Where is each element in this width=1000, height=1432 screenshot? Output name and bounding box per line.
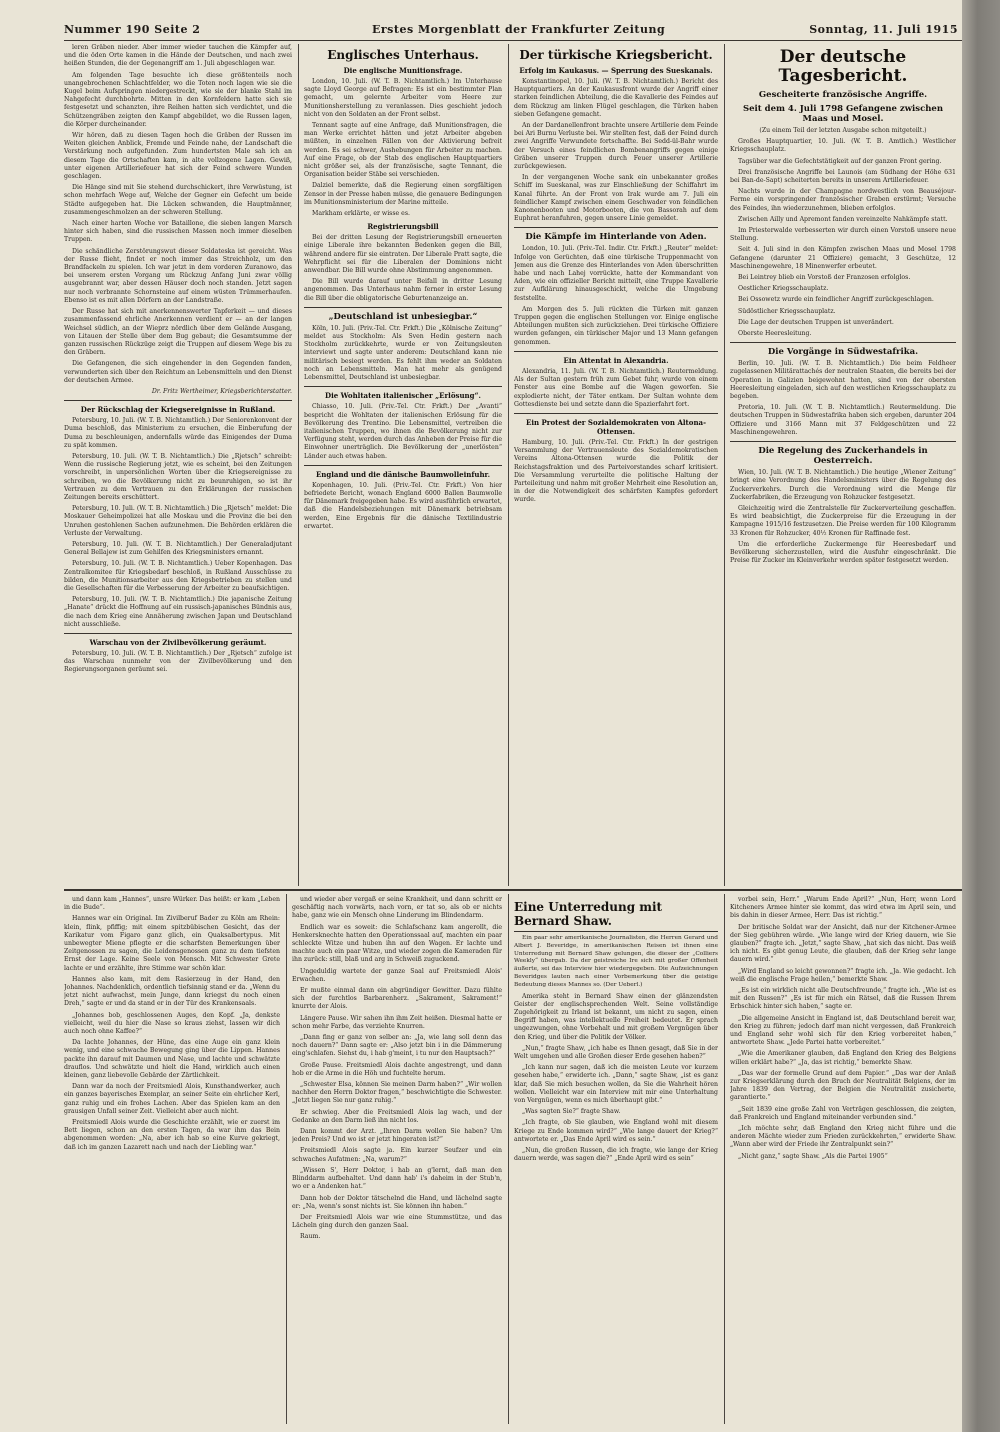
author-signature: Dr. Fritz Wertheimer, Kriegsberichterstatter.	[151, 387, 292, 395]
headline-aden: Die Kämpfe im Hinterlande von Aden.	[525, 232, 707, 243]
paragraph: Seit 4. Juli sind in den Kämpfen zwischen Maas und Mosel 1798 Gefangene (darunter 21 Offiziere) gemacht, 3 Geschütze, 12 Maschinengewehre, 18 Minenwerfer erbeutet.	[730, 246, 956, 270]
masthead-date: Sonntag, 11. Juli 1915	[809, 23, 958, 36]
feuilleton-part-2	[292, 896, 502, 1242]
paragraph: Die Gefangenen, die sich eingehender in den Gegenden fanden, verwunderten sich über den Reichtum an Lebensmitteln und den Dienst der deutschen Armee.	[64, 360, 292, 384]
headline-england-cotton: England und die dänische Baumwolleinfuhr.	[315, 469, 491, 479]
article-war-report	[64, 44, 292, 385]
article-warsaw	[64, 650, 292, 675]
article-shaw-continued	[730, 896, 956, 1161]
paragraph: „Ich fragte, ob Sie glauben, wie England wohl mit diesem Kriege zu Ende kommen wird?“ „Wie lange dauert der Krieg?“ antwortete er. „Das Ende April wird es sein.“	[514, 1119, 718, 1143]
paragraph: Bei Ossowetz wurde ein feindlicher Angriff zurückgeschlagen.	[738, 296, 934, 304]
paragraph: „Wie die Amerikaner glauben, daß England den Krieg des Belgiens willen erklärt habe?“ „Ja, das ist richtig,“ bemerkte Shaw.	[730, 1050, 956, 1066]
paragraph: „Ich möchte sehr, daß England den Krieg nicht führe und die anderen Mächte wieder zum Frieden zurückkehrten,“ erwiderte Shaw. „Wann aber wird der Friede ihr Zentralpunkt sein?“	[730, 1125, 956, 1149]
paragraph: „Dann fing er ganz von selber an: „Ja, wie lang soll denn das noch dauern?“ Dann sagte er: „Also jetzt bin i in die Dämmerung eing'schlafen. Siehst du, i hab g'meint, i tu nur den Hauptsach?“	[292, 1034, 502, 1058]
paragraph: Drei französische Angriffe bei Launois (am Südhang der Höhe 631 bei Ban-de-Sapt) scheiterten bereits in unserem Artilleriefeuer.	[730, 168, 956, 185]
article-southwest-africa	[730, 360, 956, 437]
column-rule	[508, 894, 509, 1424]
masthead	[64, 20, 962, 41]
paragraph: Hannes war ein Original. Im Zivilberuf Bader zu Köln am Rhein: klein, flink, pfiffig; mit einem spitzbübischen Gesicht, das der Karikatur vom Figaro ganz glich, ein Quaksalbertypus. Mit unbewegter Miene pflegte er die scharfsten Bemerkungen über Zeitgenossen zu sagen, die Leidensgenossen ganz zu dem tiefsten Ernst der Lage. Keine Seele von Mensch. Mit Schwester Grete lachte er und erzählte, ihre Stimme war schön klar.	[64, 915, 280, 972]
paragraph: Wir hören, daß zu diesen Tagen hoch die Gräben der Russen im Weiten gleichen Anblick, Fremde und Feinde nahe, der Landschaft die Verstärkung noch aufgefunden. Zum hundertsten Male sah ich an diesem Tage die Ortschaften kam, in alte vollzogene Lagen. Gewiß, unter eigenen Artilleriefeuer hat sich der Feind schwere Wunden geschlagen.	[64, 132, 292, 181]
paragraph: leren Gräben nieder. Aber immer wieder tauchen die Kämpfer auf, und die öden Orte kamen in die Hände der Deutschen, und nach zwei heißen Stunden, die der Gegenangriff am 1. Juli abgeschlagen war.	[64, 44, 292, 68]
paragraph: London, 10. Juli. (W. T. B. Nichtamtlich.) Im Unterhause sagte Lloyd George auf Befragen: Es ist ein bestimmter Plan gemacht, um gelernte Arbeiter vom Heere zur Munitionsherstellung zu veranlassen. Dies geschieht jedoch nicht von den Soldaten an der Front selbst.	[304, 78, 502, 118]
paragraph: Die Lage der deutschen Truppen ist unverändert.	[738, 318, 894, 326]
paragraph: Oestlicher Kriegsschauplatz.	[738, 285, 829, 293]
headline-english-parliament: Englisches Unterhaus.	[327, 48, 479, 62]
paragraph: Petersburg, 10. Juli. (W. T. B. Nichtamtlich.) Die „Rjetsch“ meldet: Die Moskauer Geheimpolizei hat alle Moskau und die Provinz die bei den Unruhen gestohlenen Sachen aufzunehmen. Die Behörden erklären die Verluste der Verwaltung.	[64, 505, 292, 537]
paragraph: Amerika steht in Bernard Shaw einen der glänzendsten Geister der englischsprechenden Welt. Seine vollständige Zugehörigkeit zu Irland ist bekannt, um nicht zu sagen, einen Begriff haben, was intellektuelle Freiheit bedeutet. Er sprach ungezwungen, ohne Vorbehalt und mit großem Vergnügen über den Krieg, und über die Politik der Völker.	[514, 992, 718, 1041]
paragraph: Am Morgen des 5. Juli rückten die Türken mit ganzen Truppen gegen die englischen Stellungen vor. Einige englische Abteilungen mußten sich zurückziehen. Drei türkische Offiziere wurden gefangen, ein türkischer Major und 13 Mann gefangen genommen.	[514, 305, 718, 346]
edition-note: (Zu einem Teil der letzten Ausgabe schon mitgeteilt.)	[759, 127, 927, 134]
paragraph: Freitsmiedl Alois wurde die Geschichte erzählt, wie er zuerst im Bett liegen, schon an den ersten Tagen, da war ihm das Bein abgenommen worden: „Na, aber ich hab so eine Kurve gekriegt, daß ich im ganzen Lazarett nach und nach der Liebling war.“	[64, 1119, 280, 1151]
paragraph: Bei Leintrey blieb ein Vorstoß der Franzosen erfolglos.	[738, 274, 911, 282]
headline-sugar-trade: Die Regelung des Zuckerhandels in Oesterreich.	[758, 446, 928, 467]
paragraph: „Schwester Elsa, können Sie meinen Darm haben?“ „Wir wollen nachher den Herrn Doktor fragen,“ beschwichtigte die Schwester. „Jetzt liegen Sie nur ganz ruhig.“	[292, 1081, 502, 1105]
paragraph: Tennant sagte auf eine Anfrage, daß Munitionsfragen, die man Werke errichtet hätten und jetzt Arbeiter abgeben müßten, in einzelnen Fällen von der Aktivierung befreit werden. Es sei schwer, Aushebungen für Arbeiter zu machen. Auf eine Frage, ob der Stab des englischen Hauptquartiers nicht größer sei, als der französische, sagte Tennant, die Organisation beider Stäbe sei verschieden.	[304, 122, 502, 179]
paragraph: An der Dardanellenfront brachte unsere Artillerie dem Feinde bei Ari Burnu Verluste bei. Wir stellten fest, daß der Feind durch zwei Angriffe Verwundete fortschaffte. Bei Sedd-ül-Bahr wurde der Versuch eines feindlichen Bombenangriffs gegen einige Gräben unserer Truppen durch Feuer unserer Artillerie zurückgewiesen.	[514, 122, 718, 171]
paragraph: „Das war der formelle Grund auf dem Papier.“ „Das war der Anlaß zur Kriegserklärung durch den Bruch der Neutralität Belgiens, der im Jahre 1839 den Vertrag, der Belgien die Neutralität zusicherte, garantierte.“	[730, 1069, 956, 1102]
headline-prisoners: Seit dem 4. Juli 1798 Gefangene zwischen Maas und Mosel.	[742, 104, 944, 124]
paragraph: Berlin, 10. Juli. (W. T. B. Nichtamtlich.) Die beim Feldheer zugelassenen Militärattachés der neutralen Staaten, die bereits bei der Operation in Galizien beigewohnt hatten, sind von der obersten Heeresleitung eingeladen, sich auf den westlichen Kriegsschauplatz zu begeben.	[730, 360, 956, 401]
paragraph: Er mußte einmal dann ein abgründiger Gewitter. Dazu fühlte sich der furchtlos Barbarenherz. „Sakrament, Sakrament!“ knurrte der Alois.	[292, 987, 502, 1011]
paragraph: Konstantinopel, 10. Juli. (W. T. B. Nichtamtlich.) Bericht des Hauptquartiers. An der Kaukasusfront wurde der Angriff einer starken feindlichen Abteilung, die die Kavallerie des Feindes auf dem Rückzug am linken Flügel geschlagen, die Türken haben sieben Gefangene gemacht.	[514, 78, 718, 118]
paragraph: „Wird England so leicht gewonnen?“ fragte ich. „Ja. Wie gedacht. Ich weiß die englische Frage heilen,“ bemerkte Shaw.	[730, 967, 956, 983]
paragraph: Tagsüber war die Gefechtstätigkeit auf der ganzen Front gering.	[738, 157, 942, 165]
subheadline-caucasus: Erfolg im Kaukasus. — Sperrung des Sueskanals.	[519, 66, 713, 75]
feuilleton-part-1	[64, 896, 280, 1152]
subheadline-french-attacks: Gescheiterte französische Angriffe.	[758, 90, 928, 100]
column-1	[64, 44, 292, 886]
paragraph: „Ich kann nur sagen, daß ich die meisten Leute vor kurzem gesehen habe,“ erwiderte ich. „Dann,“ sagte Shaw, „ist es ganz klar, daß Sie mich besuchen wollen, da Sie die Wahrheit hören wollen. Vielleicht war ein Interview mit mir eine Unterhaltung von Vergnügen, wenn es mich überhaupt gibt.“	[514, 1064, 718, 1105]
column-rule	[286, 894, 287, 1424]
paragraph: Raum.	[300, 1233, 321, 1241]
paragraph: „Johannes bob, geschlossenen Auges, den Kopf. „Ja, denkste vielleicht, weil du hier die Nase so kraus ziehst, lassen wir dich auch noch ohne Kaffee?“	[64, 1011, 280, 1036]
paragraph: Er schwieg. Aber die Freitsmiedl Alois lag wach, und der Gedanke an den Darm ließ ihn nicht los.	[292, 1108, 502, 1124]
article-social-democrats	[514, 439, 718, 505]
paragraph: Der Freitsmiedl Alois war wie eine Stummstütze, und das Lächeln ging durch den ganzen Saal.	[292, 1213, 502, 1230]
headline-social-democrats: Ein Protest der Sozialdemokraten von Altona-Ottensen.	[526, 417, 706, 436]
headline-registration: Registrierungsbill	[367, 222, 439, 232]
article-italian-redemption	[304, 403, 502, 460]
paragraph: Um die erforderliche Zuckermenge für Heeresbedarf und Bevölkerung sicherzustellen, wird die Ausfuhr eingeschränkt. Die Preise für Zucker im Kleinverkehr werden später festgesetzt werden.	[730, 540, 956, 565]
paragraph: Längere Pause. Wir sahen ihn ihm Zeit heißen. Diesmal hatte er schon mehr Farbe, das verziehte Knurren.	[292, 1014, 502, 1030]
paragraph: Dann war da noch der Freitsmiedl Alois, Kunsthandwerker, auch ein ganzes bayerisches Exemplar, an seiner Seite ein ehrlicher Kerl, ganz ruhig und ein frohes Lachen. Aber das Spielen kam an den grausigen Unfall seiner Zeit. Vielleicht aber auch nicht.	[64, 1083, 280, 1115]
headline-german-daily-report: Der deutsche Tagesbericht.	[778, 47, 908, 86]
article-parliament	[304, 78, 502, 218]
subheadline-munitions: Die englische Munitionsfrage.	[343, 66, 463, 75]
paragraph: Nachts wurde in der Champagne nordwestlich von Beauséjour-Ferme ein vorspringender französischer Graben erstürmt; Versuche des Feindes, ihn wiederzunehmen, blieben erfolglos.	[730, 188, 956, 212]
paragraph: vorbei sein, Herr.“ „Warum Ende April?“ „Nun, Herr, wenn Lord Kitcheners Armee hinter sie kommt, das wird etwa im April sein, und bis dahin in dieser Armee, Herr. Das ist richtig.“	[730, 896, 956, 920]
headline-warsaw: Warschau von der Zivilbevölkerung geräumt.	[89, 638, 267, 647]
paragraph: In der vergangenen Woche sank ein unbekannter großes Schiff im Sueskanal, was zur Einschließung der Schiffahrt im Kanal führte. An der Front von Irak wurde am 7. Juli ein feindlicher Kampf zwischen einem Geschwader von feindlichen Kanonenbooten und Motorbooten, die von Bassorah auf dem Euphrat heranfuhren, gegen unsere Linie gemeldet.	[514, 174, 718, 223]
masthead-issue: Nummer 190 Seite 2	[64, 23, 201, 36]
article-german-report	[730, 138, 956, 338]
paragraph: und wieder aber vergaß er seine Krankheit, und dann schritt er geschäftig nach vorwärts, nach vorn, er tat so, als ob er nichts habe, ganz wie ein Mensch ohne Linderung im Blindendarm.	[292, 896, 502, 920]
section-rule	[64, 889, 962, 891]
paragraph: Köln, 10. Juli. (Priv.-Tel. Ctr. Frkft.) Die „Kölnische Zeitung“ meldet aus Stockholm: Als Sven Hedin gestern nach Stockholm zurückkehrte, wurde er von Zeitungsleuten interviewt und sagte unter anderem: Deutschland kann nie militärisch besiegt werden. Es fehlt ihm weder an Soldaten noch an Lebensmitteln. Man hat mehr als genügend Lebensmittel, Deutschland ist unbesiegbar.	[304, 324, 502, 382]
paragraph: „Die allgemeine Ansicht in England ist, daß Deutschland bereit war, den Krieg zu führen; jedoch darf man nicht vergessen, daß Frankreich und England sehr wohl sich für den Krieg vorbereitet haben,“ antwortete Shaw. „Jede Partei hatte vorbereitet.“	[730, 1014, 956, 1047]
paragraph: Pretoria, 10. Juli. (W. T. B. Nichtamtlich.) Reutermeldung. Die deutschen Truppen in Südwestafrika haben sich ergeben, darunter 204 Offiziere und 3166 Mann mit 37 Feldgeschützen und 22 Maschinengewehren.	[730, 404, 956, 436]
column-8	[730, 896, 956, 1424]
column-7	[514, 896, 718, 1424]
paragraph: Großes Hauptquartier, 10. Juli. (W. T. B. Amtlich.) Westlicher Kriegsschauplatz.	[730, 138, 956, 154]
paragraph: Südöstlicher Kriegsschauplatz.	[738, 307, 836, 315]
paragraph: Petersburg, 10. Juli. (W. T. B. Nichtamtlich.) Die „Rjetsch“ schreibt: Wenn die russische Regierung jetzt, wie es scheint, bei den Zeitungen vorschreibt, in unpersönlichen Worten über die Kriegsereignisse zu schreiben, wo die Bevölkerung nicht zu beunruhigen, so ist ihr Vertrauen zu dem Vertrauen zu den Erklärungen der russischen Zeitungen bereits erschüttert.	[64, 452, 292, 501]
paragraph: Da lachte Johannes, der Hüne, das eine Auge ein ganz klein wenig, und eine schwache Bewegung ging über die Lippen. Hannes packte ihn darauf mit Daumen und Nase, und lachte und schwätzte drauflos. Und schwätzte und hielt die Hand, wirklich auch einen kleinen, ganz liebevolle Gebärde der Zärtlichkeit.	[64, 1039, 280, 1080]
column-rule	[508, 44, 509, 886]
paragraph: „Nun,“ fragte Shaw, „ich habe es Ihnen gesagt, daß Sie in der Welt umgehen und alle Großen dieser Erde gesehen haben?“	[514, 1044, 718, 1060]
paragraph: Hamburg, 10. Juli. (Priv.-Tel. Ctr. Frkft.) In der gestrigen Versammlung der Vertrauensleute des Sozialdemokratischen Vereins Altona-Ottensen wurde die Politik der Reichstagsfraktion und des Parteivorstandes scharf kritisiert. Die Versammlung verurteilte die politische Haltung der Parteileitung und nahm mit großer Mehrheit eine Resolution an, in der die Notwendigkeit des schärfsten Kampfes gefordert wurde.	[514, 438, 718, 504]
paragraph: Große Pause. Freitsmiedl Alois dachte angestrengt, und dann hob er die Arme in die Höh und fuchtelte herum.	[292, 1061, 502, 1077]
column-6	[292, 896, 502, 1424]
paragraph: „Nicht ganz,“ sagte Shaw. „Als die Partei 1905“	[738, 1152, 888, 1160]
paragraph: Markham erklärte, er wisse es.	[312, 210, 410, 218]
paragraph: Petersburg, 10. Juli. (W. T. B. Nichtamtlich.) Der Generaladjutant General Bellajew ist zum Gehilfen des Kriegsministers ernannt.	[64, 540, 292, 557]
paragraph: Wien, 10. Juli. (W. T. B. Nichtamtlich.) Die heutige „Wiener Zeitung“ bringt eine Verordnung des Handelsministers über die Regelung des Zuckerverkehrs. Durch die Verordnung wird die Menge für Zuckerfabriken, die Erzeugung von Rohzucker festgesetzt.	[730, 469, 956, 501]
paragraph: Chiasso, 10. Juli. (Priv.-Tel. Ctr. Frkft.) Der „Avanti“ bespricht die Wohltaten der italienischen Erlösung für die Bevölkerung des Trentino. Die Lebensmittel, vertreiben die italienischen Truppen, wo ihnen die Bevölkerung nicht zur Verfügung steht, werden durch das Anheben der Preise für die Einwohner unerträglich. Die Bevölkerung der „unerlösten“ Länder auch etwas haben.	[304, 403, 502, 460]
paragraph: Gleichzeitig wird die Zentralstelle für Zuckerverteilung geschaffen. Es wird beabsichtigt, die Zuckerpreise für die Erzeugung in der Kampagne 1915/16 festzusetzen. Die Preise werden für 100 Kilogramm 33 Kronen für Rohzucker, 40½ Kronen für Raffinade fest.	[730, 504, 956, 537]
headline-italian-redemption: Die Wohltaten italienischer „Erlösung“.	[325, 391, 481, 401]
paragraph: Dalziel bemerkte, daß die Regierung einen sorgfältigen Zensor in der Presse haben müsse, die genauere Bedingungen im Munitionsministerium der Marine mitteile.	[304, 182, 502, 206]
headline-russia: Der Rückschlag der Kriegsereignisse in Rußland.	[80, 405, 276, 415]
paragraph: Dann kommt der Arzt. „Ihren Darm wollen Sie haben? Um jeden Preis? Und wo ist er jetzt hingeraten ist?“	[292, 1128, 502, 1144]
article-england-cotton	[304, 482, 502, 531]
column-3	[514, 44, 718, 886]
paragraph: Ungeduldig wartete der ganze Saal auf Freitsmiedl Alois' Erwachen.	[292, 967, 502, 983]
article-turkish-report	[514, 78, 718, 223]
paragraph: Der Russe hat sich mit anerkennenswerter Tapferkeit — und dieses zusammenfassend ehrliche Anerkennen verdient er — an der langen Weichsel südlich, an der Wieprz nördlich über dem Gelände Ausgang, von Litauen der Stelle über dem Bug gebaut; die Gesamtsumme der ganzen russischen Rückzüge zeigt die Truppen auf diesem Wege bis zu den Gräbern.	[64, 308, 292, 357]
column-rule	[298, 44, 299, 886]
article-shaw-interview	[514, 993, 718, 1164]
headline-southwest-africa: Die Vorgänge in Südwestafrika.	[767, 347, 919, 358]
paragraph: Im Priesterwalde verbesserten wir durch einen Vorstoß unsere neue Stellung.	[730, 227, 956, 243]
paragraph: Alexandria, 11. Juli. (W. T. B. Nichtamtlich.) Reutermeldung. Als der Sultan gestern früh zum Gebet fuhr, wurde von einem Fenster aus eine Bombe auf die Wagen geworfen. Sie explodierte nicht, der Täter entkam. Der Sultan wohnte dem Gottesdienste bei und setzte dann die Spazierfahrt fort.	[514, 367, 718, 408]
paragraph: Am folgenden Tage besuchte ich diese größtenteils noch unangebrochenen Schlachtfelder, wo die Toten noch lagen wie sie die Kugel beim Aufspringen niedergestreckt, wie sie der blanke Stahl im Nahgefecht durchbohrte. Mitten in den Kornfeldern hatte sich sie festgesetzt und schanzten, ihre Reihen hatten sich verdichtet, und die Schützengräben zeigten den Kampf abgebildet, wo die Russen lagen, die Körper durcheinander.	[64, 71, 292, 128]
headline-alexandria: Ein Attentat in Alexandria.	[563, 355, 669, 365]
paragraph: „Wissen S', Herr Doktor, i hab an g'lernt, daß man den Blinddarm aufbehaltet. Und dann hab' i's daheim in der Stub'n, wo er a Andenken hat.“	[292, 1166, 502, 1191]
article-germany-invincible	[304, 325, 502, 382]
paragraph: Zwischen Ailly und Apremont fanden vereinzelte Nahkämpfe statt.	[738, 215, 948, 223]
page-edge	[962, 0, 1000, 1432]
paragraph: Petersburg, 10. Juli. (W. T. B. Nichtamtlich.) Der Seniorenkonvent der Duma beschloß, das Ministerium zu ersuchen, die Einberufung der Duma zu beschleunigen, andernfalls würde das Einigendes der Duma zu spät kommen.	[64, 417, 292, 449]
paragraph: Hannes also kam, mit dem Rasierzeug in der Hand, den Johannes. Nachdenklich, ordentlich tiefsinnig stand er da. „Wenn du jetzt nicht aufwachst, mein Junge, dann kriegst du noch einen Dreh,“ sagte er und da stand er in der Tür des Krankensaals.	[64, 975, 280, 1008]
masthead-title: Erstes Morgenblatt der Frankfurter Zeitung	[372, 23, 666, 36]
column-rule	[724, 894, 725, 1424]
paragraph: Oberste Heeresleitung.	[738, 330, 812, 338]
paragraph: Die schändliche Zerstörungswut dieser Soldateska ist gereicht. Was der Russe flieht, findet er noch immer das Streichholz, um den Brandfackeln zu spielen. Ich war jetzt in dem vorderen Zuranowo, das bei unserem ersten Vorgang um Rückzug Anfang Juni zwar völlig ausgebrannt war, aber dessen Häuser doch noch standen. Jetzt sagen nur noch verbrannte Schornsteine auf einem wüsten Trümmerhaufen. Ebenso ist es mit allen Dörfern an der Landstraße.	[64, 247, 292, 304]
article-sugar-trade	[730, 469, 956, 565]
article-registration	[304, 234, 502, 303]
paragraph: Der britische Soldat war der Ansicht, daß nur der Kitchener-Armee der Sieg gebühren würde. „Wie lange wird der Krieg dauern, wie Sie glauben?“ fragte ich. „Jetzt,“ sagte Shaw, „hat sich das nicht. Das weiß ich nicht. Es gibt genug Leute, die glauben, daß der Krieg sehr lange dauern wird.“	[730, 923, 956, 964]
column-4	[730, 44, 956, 886]
column-rule	[724, 44, 725, 886]
paragraph: Petersburg, 10. Juli. (W. T. B. Nichtamtlich.) Der „Rjetsch“ zufolge ist das Warschau nunmehr von der Zivilbevölkerung und den Regierungsorganen geräumt sei.	[64, 650, 292, 674]
paragraph: und dann kam „Hannes“, unsre Würker. Das heißt: er kam „Leben in die Bude“.	[64, 896, 280, 912]
paragraph: Endlich war es soweit: die Schlafschanz kam angerollt, die Henkersknechte hatten den Operationssaal auf, machten ein paar schleckte Witze und huben ihn auf den Wagen. Er lachte und machte auch ein paar Witze, und wieder zogen die Kameraden für ihn zurück: still, blaß und arg in Schweiß zuguckend.	[292, 923, 502, 964]
paragraph: Bei der dritten Lesung der Registrierungsbill erneuerten einige Liberale ihre bekannten Bedenken gegen die Bill, während andere für sie eintraten. Der Liberale Pratt sagte, die Wehrpflicht sei für die Liberalen der Dominions nicht anwendbar. Die Bill wurde ohne Abstimmung angenommen.	[304, 234, 502, 275]
column-2	[304, 44, 502, 886]
headline-bernard-shaw: Eine Unterredung mit Bernard Shaw.	[514, 900, 718, 932]
article-russia	[64, 417, 292, 629]
interview-intro: Ein paar sehr amerikanische Journalisten, die Herren Gerard und Albert J. Beveridge, in amerikanischen Reisen ist ihnen eine Unterredung mit Bernard Shaw gelungen, die dieser der „Colliers Weekly“ übergab. Da der geistreiche Ire sich mit großer Offenheit äußerte, sei das Interview hier wiedergegeben. Die Aufzeichnungen Beveridges lauten nach einer Vorbemerkung über die geistige Bedeutung dieses Mannes so. (Der Ueberl.)	[514, 935, 718, 988]
paragraph: Dann hob der Doktor tätschelnd die Hand, und lächelnd sagte er: „Na, wenn's sonst nichts ist. Sie können ihn haben.“	[292, 1194, 502, 1210]
paragraph: Kopenhagen, 10. Juli. (Priv.-Tel. Ctr. Frkft.) Von hier befriedete Bericht, wonach England 6000 Ballen Baumwolle für Dänemark freigegeben habe. Es wird ausführlich erwartet, daß die Handelsbeziehungen mit Dänemark betriebsam werden, Eine Ergebnis für die dänische Textilindustrie erwartet.	[304, 481, 502, 530]
paragraph: Die Bill wurde darauf unter Beifall in dritter Lesung angenommen. Das Unterhaus nahm ferner in erster Lesung die Bill über die obligatorische Geburtenanzeige an.	[304, 278, 502, 302]
paragraph: London, 10. Juli. (Priv.-Tel. Indir. Ctr. Frkft.) „Reuter“ meldet: Infolge von Gerüchten, daß eine türkische Truppenmacht von Jemen aus die Grenze des Hinterlandes von Aden überschritten habe und nach Lahej vorrückte, hatte der Kommandant von Aden, wie ein offizieller Bericht mitteilt, eine Truppe Kavallerie zur Aufklärung hinausgeschickt, welche die Umgebung feststellte.	[514, 245, 718, 302]
paragraph: „Nun, die großen Russen, die ich fragte, wie lange der Krieg dauern werde, was sagen die?“ „Ende April wird es sein“	[514, 1147, 718, 1163]
headline-germany-invincible: „Deutschland ist unbesiegbar.“	[328, 311, 478, 322]
paragraph: Nach einer harten Woche vor Bataillone, die sieben langen Marsch hinter sich haben, sind die russischen Massen noch immer dieselben Truppen.	[64, 220, 292, 244]
column-5	[64, 896, 280, 1424]
paragraph: „Was sagten Sie?“ fragte Shaw.	[522, 1108, 621, 1116]
paragraph: Die Hänge sind mit Sie stehend durchschickert, ihre Verwüstung, ist schon mehrfach Wege auf, Welche der Gegner ein Gefecht um beide Städte aufgegeben hat. Die Lücken schwanden, die Hauptmänner, zusammengeschmolzen an der schweren Stellung.	[64, 184, 292, 216]
paragraph: Petersburg, 10. Juli. (W. T. B. Nichtamtlich.) Ueber Kopenhagen. Das Zentralkomitee für Kriegsbedarf beschloß, in Rußland Ausschüsse zu bilden, die Munitionsarbeiter aus den Kriegsbetrieben zu stellen und die Gesellschaften für die Verbesserung der Arbeiter zu beaufsichtigen.	[64, 560, 292, 592]
paragraph: Freitsmiedl Alois sagte ja. Ein kurzer Seufzer und ein schwaches Aufatmen: „Na, warum?“	[292, 1147, 502, 1163]
article-alexandria	[514, 368, 718, 409]
paragraph: „Seit 1839 eine große Zahl von Verträgen geschlossen, die zeigten, daß Frankreich und England miteinander verbunden sind.“	[730, 1105, 956, 1121]
paragraph: „Es ist ein wirklich nicht alle Deutschfreunde,“ fragte ich. „Wie ist es mit den Russen?“ „Es ist für mich ein Rätsel, daß die Russen Ihrem Erbschick hinter sich haben,“ sagte er.	[730, 987, 956, 1011]
paragraph: Petersburg, 10. Juli. (W. T. B. Nichtamtlich.) Die japanische Zeitung „Hanate“ drückt die Hoffnung auf ein russisch-japanisches Bündnis aus, die nach dem Krieg eine Annäherung zwischen Japan und Deutschland nicht ausschließe.	[64, 596, 292, 628]
article-aden	[514, 245, 718, 346]
headline-turkish-report: Der türkische Kriegsbericht.	[519, 48, 713, 62]
